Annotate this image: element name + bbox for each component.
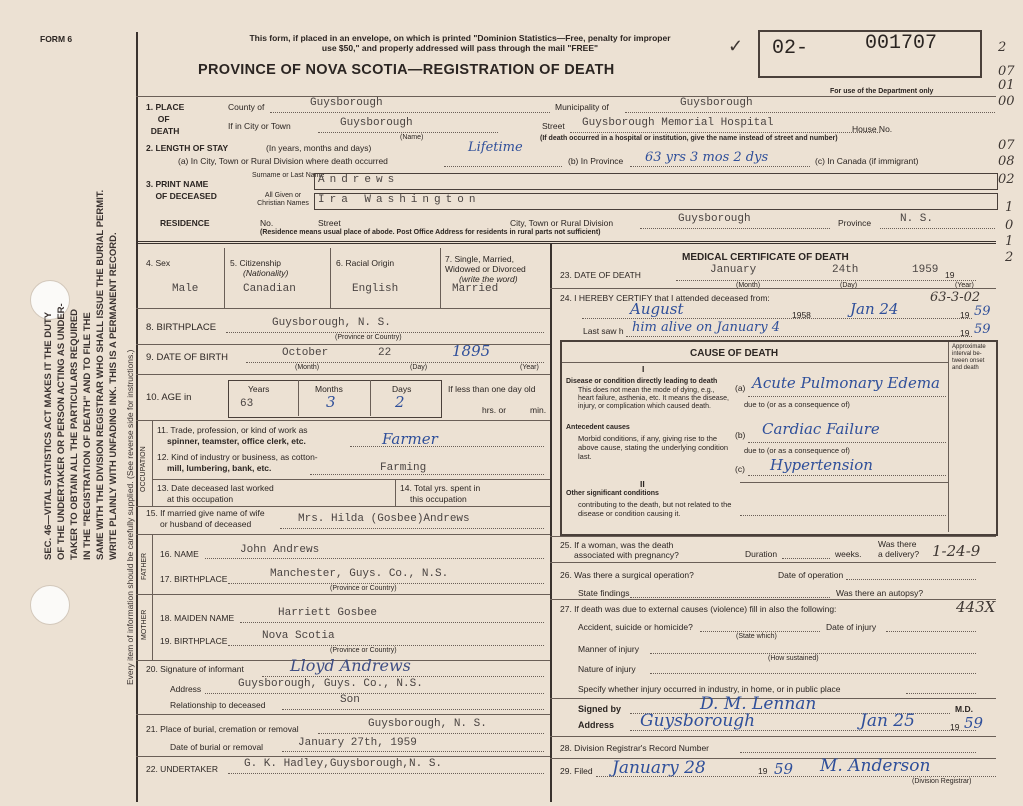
last-saw-value: him alive on January 4: [632, 320, 780, 335]
mother-birthplace-label: 19. BIRTHPLACE: [160, 636, 228, 646]
municipality-value: Guysborough: [680, 97, 753, 109]
cause-a-value: Acute Pulmonary Edema: [752, 374, 940, 392]
md-label: M.D.: [955, 704, 973, 714]
delivery-code: 1-24-9: [932, 542, 981, 560]
hrs-label: hrs. or: [482, 405, 507, 415]
margin-code: 1: [1005, 200, 1014, 215]
registration-number: 001707: [865, 32, 938, 55]
accident-label: Accident, suicide or homicide?: [578, 622, 693, 632]
stay-province-label: (b) In Province: [568, 156, 624, 166]
delivery-label: Was there a delivery?: [878, 539, 920, 559]
birthplace-value: Guysborough, N. S.: [272, 317, 391, 329]
margin-code: 2: [1005, 250, 1014, 265]
margin-code: 2: [998, 40, 1007, 55]
dob-day: 22: [378, 347, 392, 359]
weeks-label: weeks.: [835, 549, 862, 559]
father-name-label: 16. NAME: [160, 549, 199, 559]
spouse-value: Mrs. Hilda (Gosbee)Andrews: [298, 513, 470, 525]
specify-label: Specify whether injury occurred in industry, in home, or in public place: [578, 684, 841, 694]
cause-title: CAUSE OF DEATH: [690, 348, 779, 359]
dob-month-caption: (Month): [295, 364, 320, 371]
registrar-signature: M. Anderson: [820, 756, 931, 776]
notice: This form, if placed in an envelope, on which is printed "Dominion Statistics—Free, penalty for improper use $50," and properly addressed will pass through the mail "FREE": [249, 33, 671, 53]
page-title: PROVINCE OF NOVA SCOTIA—REGISTRATION OF DEATH: [198, 62, 615, 78]
city-label: If in City or Town: [228, 121, 291, 131]
burial-place-value: Guysborough, N. S.: [368, 718, 487, 730]
occupation-section-label: OCCUPATION: [140, 446, 147, 492]
due-to-b: due to (or as a consequence of): [744, 446, 850, 455]
vertical-instruction: Every item of information should be carefully supplied. (See reverse side for instructions.): [125, 349, 135, 685]
physician-sign-date: Jan 25: [860, 711, 915, 731]
informant-address-value: Guysborough, Guys. Co., N.S.: [238, 678, 423, 690]
death-day-caption: (Day): [840, 282, 858, 289]
manner-label: Manner of injury: [578, 644, 639, 654]
relationship-label: Relationship to deceased: [170, 700, 266, 710]
filed-date: January 28: [612, 758, 706, 778]
margin-code: 07: [998, 64, 1015, 79]
last-worked-label: 13. Date deceased last worked at this occupation: [157, 483, 274, 504]
name-caption: (Name): [400, 134, 424, 141]
total-years-label: 14. Total yrs. spent in this occupation: [400, 483, 481, 504]
external-code: 443X: [956, 598, 996, 616]
signed-label: Signed by: [578, 704, 622, 714]
residence-city-value: Guysborough: [678, 213, 751, 225]
injury-date-label: Date of injury: [826, 622, 877, 632]
attend-year-prefix: 19: [960, 310, 970, 320]
burial-place-label: 21. Place of burial, cremation or removal: [146, 724, 299, 734]
informant-signature: Lloyd Andrews: [290, 656, 411, 675]
other-label: Other significant conditions: [566, 490, 659, 497]
section-i: I: [642, 364, 645, 374]
death-month-caption: (Month): [736, 282, 761, 289]
margin-code: 0: [1005, 218, 1014, 233]
antecedent-note: Morbid conditions, if any, giving rise to the above cause, stating the underlying condition last.: [578, 434, 729, 461]
record-number-label: 28. Division Registrar's Record Number: [560, 743, 710, 753]
due-to-a: due to (or as a consequence of): [744, 400, 850, 409]
age-years: 63: [240, 398, 254, 410]
house-label: House No.: [852, 124, 893, 134]
industry-label: 12. Kind of industry or business, as cotton- mill, lumbering, bank, etc.: [157, 452, 318, 473]
stay-province-value: 63 yrs 3 mos 2 dys: [645, 150, 769, 165]
last-saw-year-prefix: 19: [960, 328, 970, 338]
registration-prefix: 02-: [772, 37, 809, 60]
surgical-label: 26. Was there a surgical operation?: [560, 570, 694, 580]
citizenship-caption: (Nationality): [243, 268, 289, 278]
informant-signature-label: 20. Signature of informant: [146, 664, 244, 674]
residence-label: RESIDENCE: [160, 218, 210, 228]
physician-address: Guysborough: [640, 711, 756, 731]
margin-code: 1: [1005, 234, 1014, 249]
trade-label: 11. Trade, profession, or kind of work as spinner, teamster, office clerk, etc.: [157, 425, 308, 446]
age-days: 2: [395, 393, 405, 411]
given-value: Ira Washington: [318, 194, 481, 206]
margin-code: 02: [998, 172, 1015, 187]
surname-box: [314, 173, 998, 190]
citizenship-label: 5. Citizenship: [230, 258, 282, 268]
residence-note: (Residence means usual place of abode. Post Office Address for residents in rural parts not sufficient): [260, 229, 601, 236]
other-note: contributing to the death, but not related to the disease or condition causing it.: [578, 500, 732, 518]
city-value: Guysborough: [340, 117, 413, 129]
burial-date-value: January 27th, 1959: [298, 737, 417, 749]
attend-to-year: 59: [974, 304, 991, 319]
filed-label: 29. Filed: [560, 766, 593, 776]
father-province-caption: (Province or Country): [330, 585, 397, 592]
mother-maiden-label: 18. MAIDEN NAME: [160, 613, 235, 623]
death-date-label: 23. DATE OF DEATH: [560, 270, 641, 280]
margin-code: 07: [998, 138, 1015, 153]
dob-year: 1895: [452, 342, 491, 360]
hospital-note: (If death occurred in a hospital or institution, give the name instead of street and number): [540, 135, 838, 142]
years-label: Years: [248, 384, 270, 394]
length-of-stay-caption: (In years, months and days): [266, 143, 372, 153]
industry-value: Farming: [380, 462, 427, 474]
birthplace-label: 8. BIRTHPLACE: [146, 322, 217, 333]
sex-value: Male: [172, 283, 199, 295]
disease-label: Disease or condition directly leading to death: [566, 378, 718, 385]
medical-title: MEDICAL CERTIFICATE OF DEATH: [682, 252, 849, 263]
father-section-label: FATHER: [141, 552, 148, 580]
checkmark: ✓: [728, 36, 744, 56]
residence-city-label: City, Town or Rural Division: [510, 218, 614, 228]
attend-code: 63-3-02: [930, 290, 981, 305]
street-value: Guysborough Memorial Hospital: [582, 117, 774, 129]
sign-year-prefix: 19: [950, 722, 960, 732]
section-ii: II: [640, 479, 645, 489]
death-year: 1959: [912, 264, 939, 276]
autopsy-label: Was there an autopsy?: [836, 588, 924, 598]
last-saw-label: Last saw h: [583, 326, 624, 336]
trade-value: Farmer: [382, 430, 438, 448]
father-birthplace-value: Manchester, Guys. Co., N.S.: [270, 568, 449, 580]
cause-b-value: Cardiac Failure: [762, 420, 880, 438]
undertaker-value: G. K. Hadley,Guysborough,N. S.: [244, 758, 443, 770]
mother-maiden-value: Harriett Gosbee: [278, 607, 378, 619]
attend-from-year: 1958: [792, 310, 811, 320]
sign-year: 59: [964, 714, 984, 732]
racial-origin-label: 6. Racial Origin: [336, 258, 395, 268]
death-year-caption: (Year): [955, 282, 974, 289]
print-name-label: 3. PRINT NAME OF DECEASED: [146, 179, 217, 201]
racial-origin-value: English: [352, 283, 399, 295]
mother-section-label: MOTHER: [141, 609, 148, 640]
residence-street-label: Street: [318, 218, 341, 228]
mother-province-caption: (Province or Country): [330, 647, 397, 654]
mother-birthplace-value: Nova Scotia: [262, 630, 335, 642]
burial-date-label: Date of burial or removal: [170, 742, 264, 752]
last-saw-year: 59: [974, 322, 991, 337]
registrar-caption: (Division Registrar): [912, 778, 972, 785]
form-label: FORM 6: [40, 34, 73, 44]
sex-label: 4. Sex: [146, 258, 171, 268]
age-label: 10. AGE in: [146, 392, 192, 403]
state-findings-label: State findings: [578, 588, 630, 598]
how-sustained-caption: (How sustained): [768, 655, 819, 662]
father-birthplace-label: 17. BIRTHPLACE: [160, 574, 228, 584]
stay-city-value: Lifetime: [468, 140, 523, 155]
street-label: Street: [542, 121, 565, 131]
marital-value: Married: [452, 283, 499, 295]
stay-canada-label: (c) In Canada (if immigrant): [815, 156, 919, 166]
death-year-suffix: 19: [945, 270, 955, 280]
state-which-caption: (State which): [736, 633, 777, 640]
disease-note: This does not mean the mode of dying, e.g., heart failure, asthenia, etc. It means the disease, injury, or complication which caused death.: [578, 387, 729, 410]
external-label: 27. If death was due to external causes (violence) fill in also the following:: [560, 604, 837, 614]
physician-address-label: Address: [578, 720, 615, 730]
interval-label: Approximate interval be-tween onset and death: [952, 344, 986, 371]
county-label: County of: [228, 102, 265, 112]
residence-province-value: N. S.: [900, 213, 934, 225]
marital-label: 7. Single, Married, Widowed or Divorced (write the word): [445, 254, 526, 284]
informant-address-label: Address: [170, 684, 202, 694]
filed-year: 59: [774, 760, 794, 778]
vertical-notice: SEC. 46—VITAL STATISTICS ACT MAKES IT THE DUTY OF THE UNDERTAKER OR PERSON ACTING AS UNDER- TAKER TO OBTAIN ALL THE PARTICULARS REQUIRED IN THE "REGISTRATION OF DEATH" AND TO FILE THE SAME WITH THE DIVISION REGISTRAR WHO SHALL ISSUE THE BURIAL PERMIT. WRITE PLAINLY WITH UNFADING INK. THIS IS A PERMANENT RECORD.: [43, 189, 119, 560]
undertaker-label: 22. UNDERTAKER: [146, 764, 218, 774]
relationship-value: Son: [340, 694, 360, 706]
residence-no-label: No.: [260, 218, 274, 228]
father-name-value: John Andrews: [240, 544, 320, 556]
months-label: Months: [315, 384, 343, 394]
under-day-label: If less than one day old: [448, 384, 536, 394]
birthplace-caption: (Province or Country): [335, 334, 402, 341]
given-label: All Given or Christian Names: [257, 192, 309, 207]
margin-code: 00: [998, 94, 1015, 109]
dob-year-caption: (Year): [520, 364, 539, 371]
place-of-death-label: 1. PLACE OF DEATH: [146, 102, 185, 136]
dob-month: October: [282, 347, 329, 359]
attend-from: August: [630, 300, 684, 318]
cause-c-marker: (c): [735, 464, 745, 474]
cause-c-value: Hypertension: [770, 456, 873, 474]
municipality-label: Municipality of: [555, 102, 609, 112]
age-months: 3: [326, 393, 336, 411]
surname-label: Surname or Last Name: [252, 172, 325, 179]
nature-label: Nature of injury: [578, 664, 636, 674]
min-label: min.: [530, 405, 547, 415]
death-month: January: [710, 264, 757, 276]
surname-value: Andrews: [318, 174, 400, 186]
spouse-label: 15. If married give name of wife or husband of deceased: [146, 508, 265, 529]
dob-label: 9. DATE OF BIRTH: [146, 352, 228, 363]
death-day: 24th: [832, 264, 859, 276]
attend-to: Jan 24: [850, 300, 899, 318]
residence-province-label: Province: [838, 218, 872, 228]
antecedent-label: Antecedent causes: [566, 424, 630, 431]
filed-year-prefix: 19: [758, 766, 768, 776]
pregnancy-label: 25. If a woman, was the death associated with pregnancy?: [560, 540, 679, 560]
citizenship-value: Canadian: [243, 283, 296, 295]
department-note: For use of the Department only: [830, 88, 934, 95]
cause-a-marker: (a): [735, 383, 746, 393]
days-label: Days: [392, 384, 412, 394]
margin-code: 01: [998, 78, 1015, 93]
stay-city-label: (a) In City, Town or Rural Division where death occurred: [178, 156, 388, 166]
dob-day-caption: (Day): [410, 364, 428, 371]
duration-label: Duration: [745, 549, 778, 559]
operation-date-label: Date of operation: [778, 570, 844, 580]
attend-label: 24. I HEREBY CERTIFY that I attended deceased from:: [560, 293, 770, 303]
punch-hole-bottom: [30, 585, 70, 625]
cause-b-marker: (b): [735, 430, 746, 440]
county-value: Guysborough: [310, 97, 383, 109]
margin-code: 08: [998, 154, 1015, 169]
physician-signature: D. M. Lennan: [700, 694, 817, 714]
length-of-stay-label: 2. LENGTH OF STAY: [146, 143, 229, 153]
